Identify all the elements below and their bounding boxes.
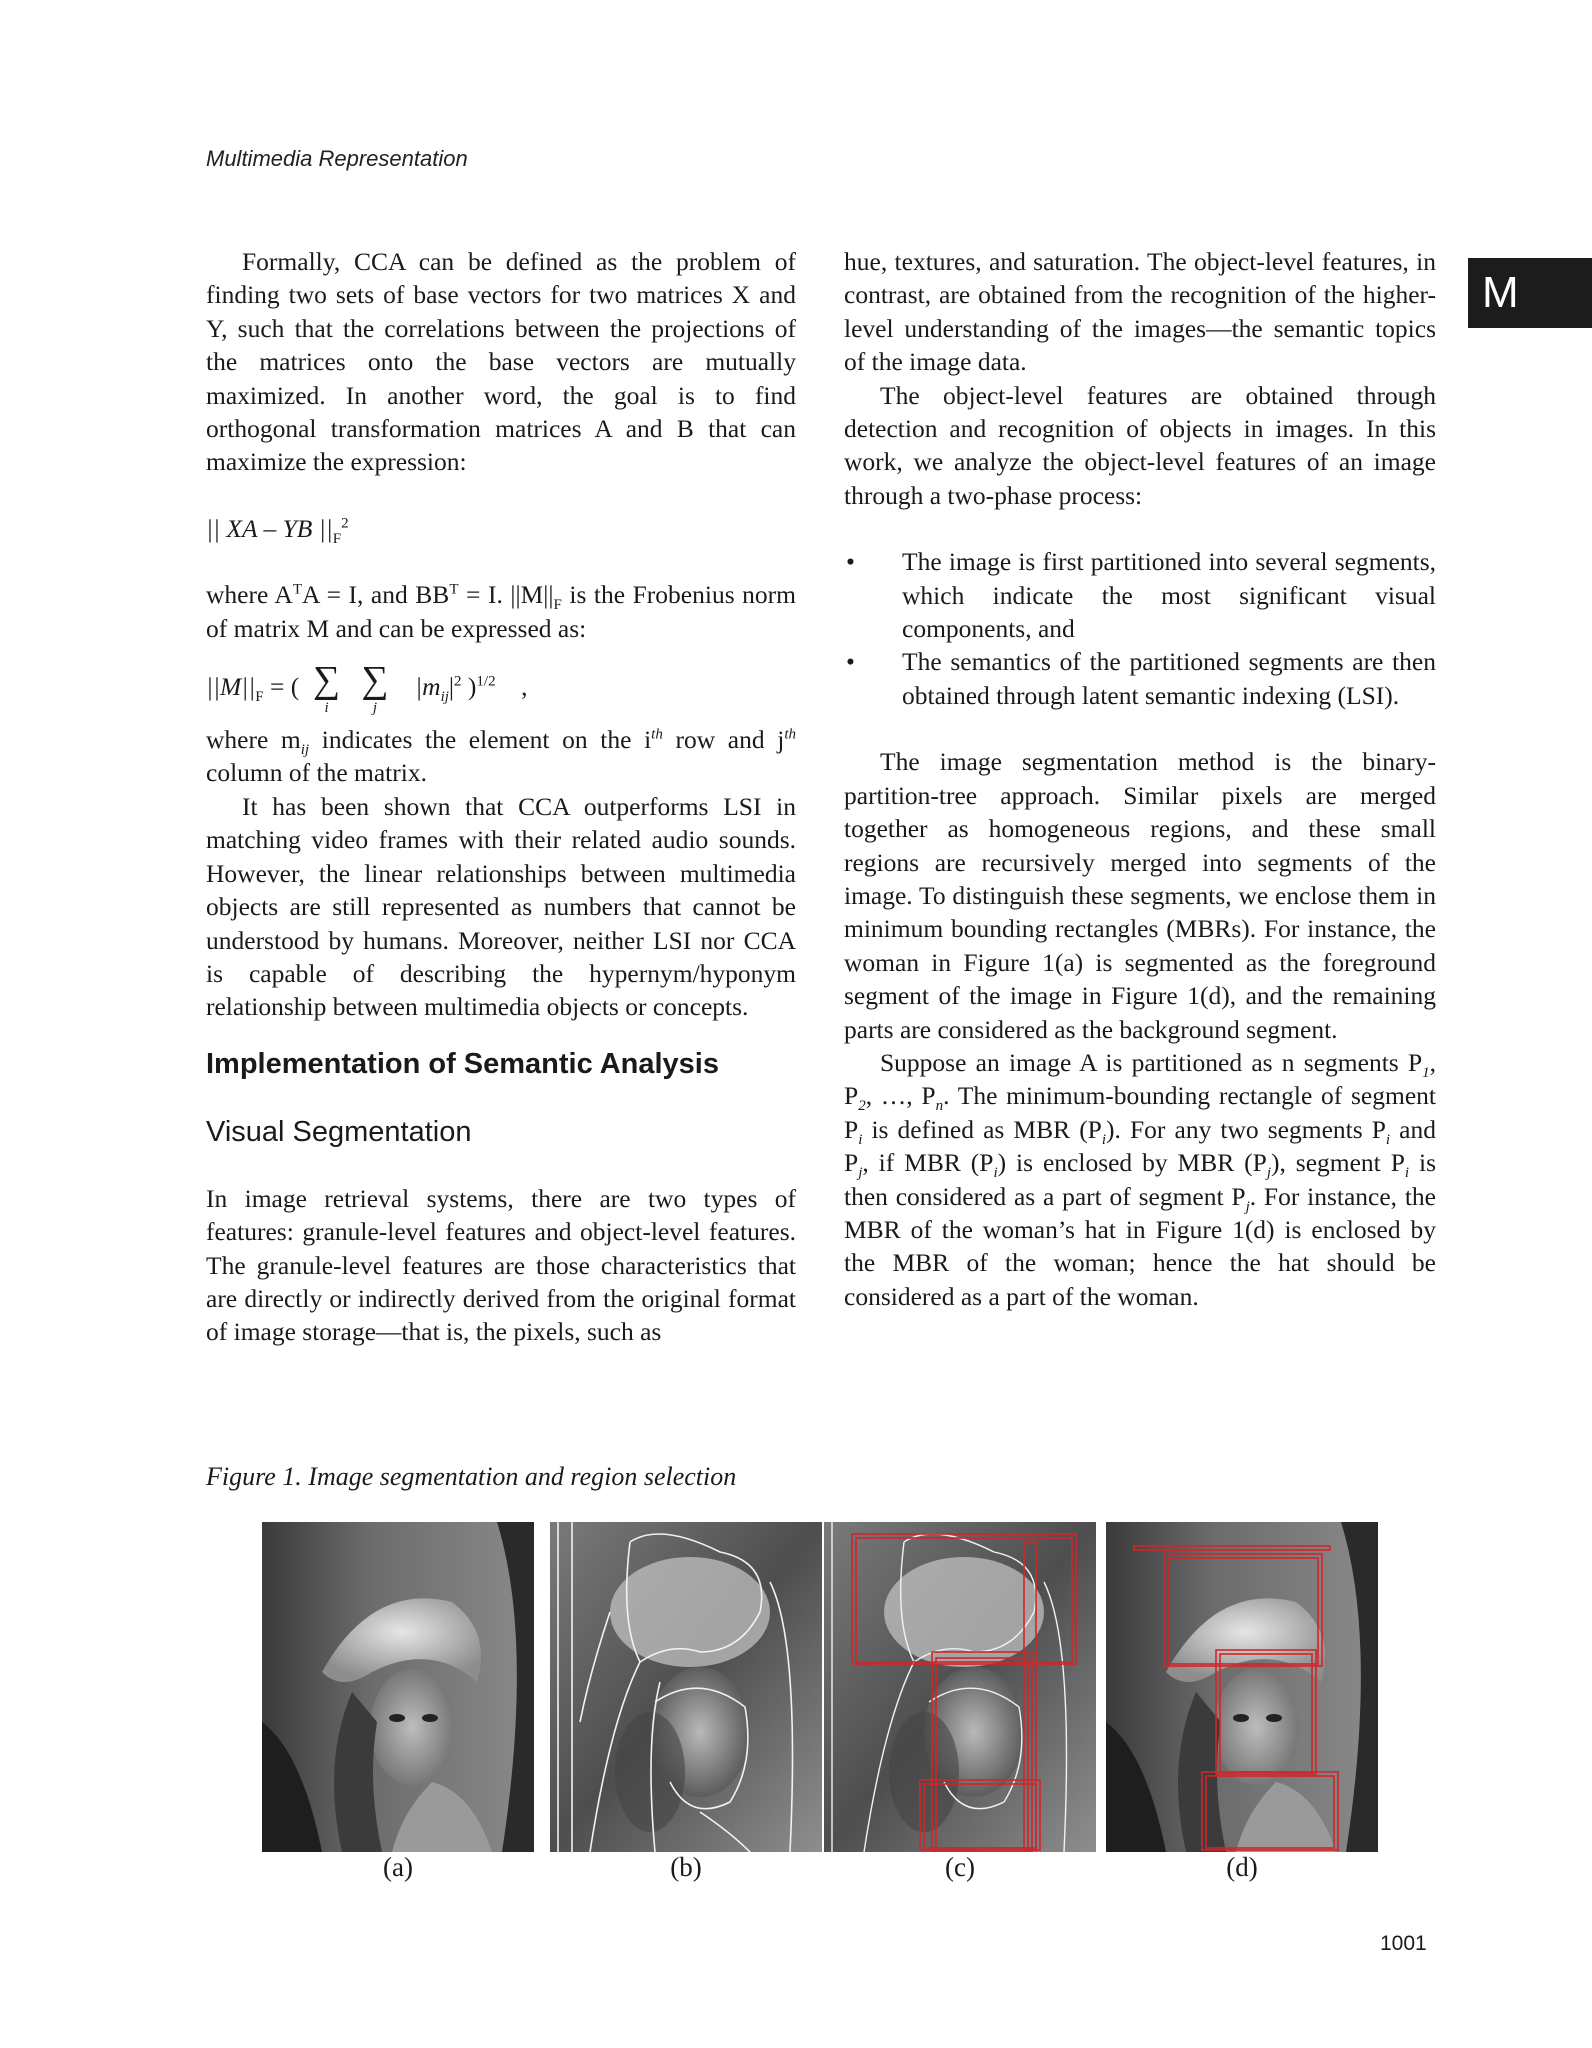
panel-label-c: (c) [945, 1852, 975, 1882]
paragraph-cca-definition: Formally, CCA can be defined as the problem of finding two sets of base vectors for two matrices X and Y, such that the correlations between the projections of the matrices onto the base vectors are mutually maximized. In another word, the goal is to find orthogonal transformation matrices A and B that can maximize the expression: [206, 247, 796, 477]
figure-1 [262, 1522, 1378, 1852]
panel-a-image [262, 1522, 534, 1852]
sum-symbol-j: ∑ j [361, 659, 389, 717]
running-head: Multimedia Representation [206, 146, 468, 171]
panel-label-a: (a) [383, 1852, 413, 1882]
panel-d-image [1106, 1522, 1378, 1852]
subsection-heading: Visual Segmentation [206, 1115, 472, 1148]
paragraph-object-level: hue, textures, and saturation. The object-level features, in contrast, are obtained from the recognition of the higher-level understanding of the images—the semantic topics of the image data. [844, 247, 1436, 377]
paragraph-element-def: where $m_{ij}$ indicates the element on the $i^{th}$ row and $j^{th}$ column of the matrix. [206, 725, 796, 788]
figure-panel-a [262, 1522, 534, 1852]
panel-b-image [550, 1522, 822, 1852]
page-number: 1001 [1380, 1932, 1427, 1955]
figure-panel-d [1106, 1522, 1378, 1852]
equation-objective: || XA – YB $||_F^2$ [206, 513, 349, 547]
figure-panel-c [824, 1522, 1096, 1852]
section-heading: Implementation of Semantic Analysis [206, 1047, 719, 1080]
section-thumb-tab: M [1468, 258, 1592, 328]
paragraph-feature-types: In image retrieval systems, there are two types of features: granule-level features and object-level features. The granule-level features are those characteristics that are directly or indirectly derived from the original format of image storage—that is, the pixels, such as [206, 1183, 796, 1347]
panel-c-image [824, 1522, 1096, 1852]
figure-caption: Figure 1. Image segmentation and region selection [206, 1462, 737, 1491]
paragraph-mbr-definition: Suppose an image A is partitioned as n segments $P_1$, $P_2$, …, $P_n$. The minimum-bounding rectangle of segment $P_i$ is defined as MBR $(P_i)$. For any two segments $P_i$ and $P_j$, if MBR $(P_i)$ is enclosed by MBR $(P_j)$, segment $P_i$ is then considered as a part of segment $P_j$. For instance, the MBR of the woman’s hat in Figure 1(d) is enclosed by the MBR of the woman; hence the hat should be considered as a part of the woman. [844, 1047, 1437, 1311]
panel-label-d: (d) [1226, 1852, 1258, 1882]
paragraph-cca-vs-lsi: It has been shown that CCA outperforms LSI in matching video frames with their related audio sounds. However, the linear relationships between multimedia objects are still represented as numbers that cannot be understood by humans. Moreover, neither LSI nor CCA is capable of describing the hypernym/hyponym relationship between multimedia objects or concepts. [206, 791, 796, 1022]
panel-label-b: (b) [670, 1852, 702, 1882]
paragraph-two-phase: The object-level features are obtained through detection and recognition of objects in images. In this work, we analyze the object-level features of an image through a two-phase process: [844, 380, 1436, 510]
equation-frobenius-norm: $||M||_F$ = ( ∑ i ∑ j $|m_{ij}|^2$ )$^{1/2}$ , [206, 659, 528, 717]
bullet-list [844, 545, 1436, 712]
list-item: • The semantics of the partitioned segments are then obtained through latent semantic indexing (LSI). [846, 647, 1436, 710]
figure-panel-b [550, 1522, 822, 1852]
right-column [844, 245, 1436, 1313]
list-item: • The image is first partitioned into several segments, which indicate the most significant visual components, and [846, 547, 1436, 644]
paragraph-frobenius: where $A^TA = I$, and $BB^T = I$. $||M||_F$ is the Frobenius norm of matrix M and can be expressed as: [206, 580, 796, 643]
paragraph-segmentation-method: The image segmentation method is the binary-partition-tree approach. Similar pixels are merged together as homogeneous regions, and these small regions are recursively merged into segments of the image. To distinguish these segments, we enclose them in minimum bounding rectangles (MBRs). For instance, the woman in Figure 1(a) is segmented as the foreground segment of the image in Figure 1(d), and the remaining parts are considered as the background segment. [844, 747, 1436, 1044]
sum-symbol-i: ∑ i [313, 659, 341, 717]
left-column [206, 245, 796, 1349]
